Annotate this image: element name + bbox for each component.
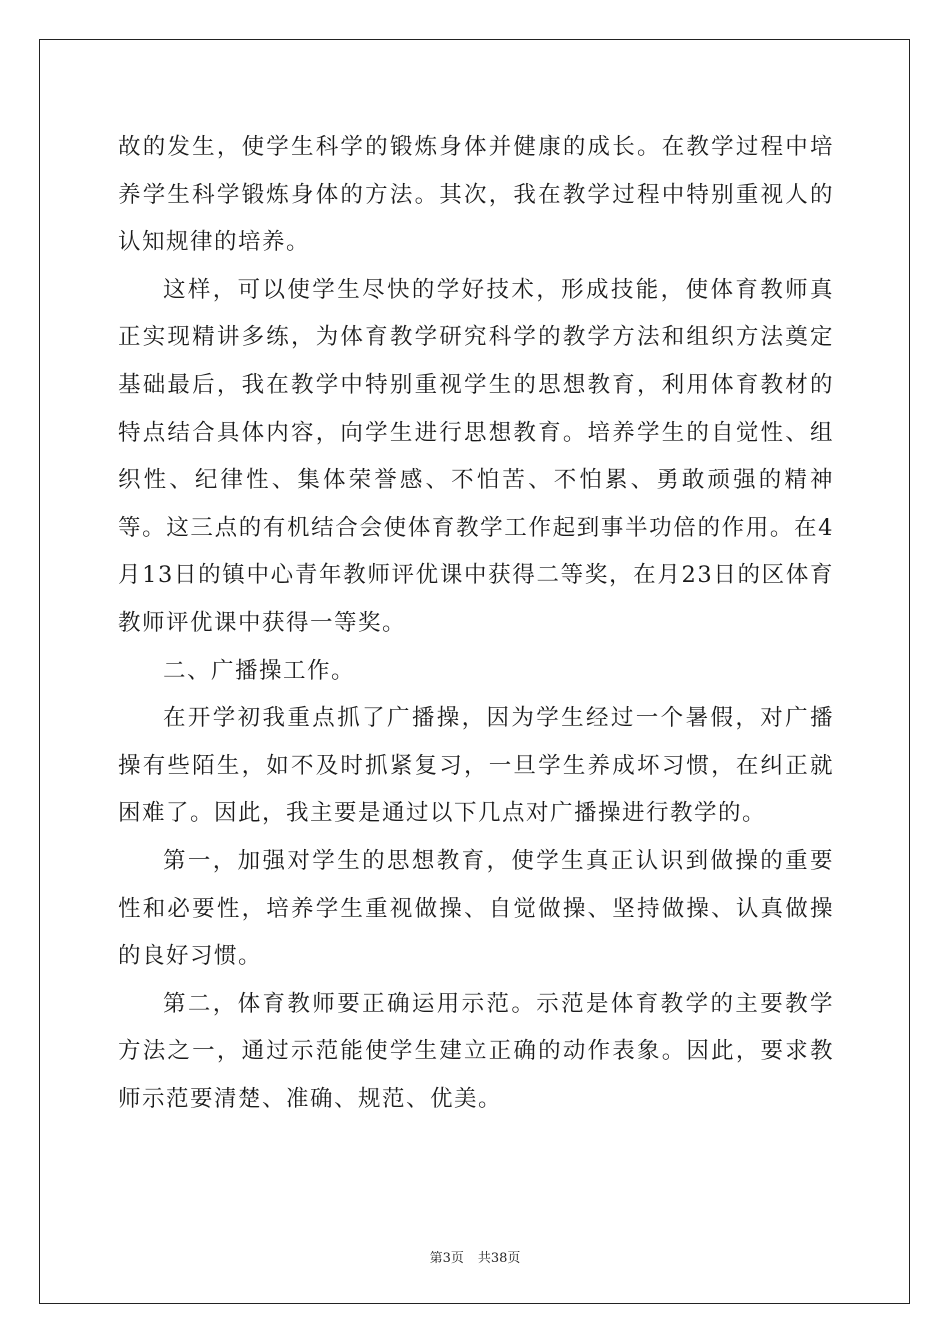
section-heading: 二、广播操工作。 [163, 657, 356, 684]
total-pages: 共38页 [477, 1251, 521, 1266]
paragraph: 第二，体育教师要正确运用示范。示范是体育教学的主要教学方法之一，通过示范能使学生建立正确的动作表象。因此，要求教师示范要清楚、准确、规范、优美。 [118, 990, 834, 1112]
page-number: 第3页 [429, 1251, 464, 1266]
document-body [118, 124, 834, 1123]
paragraph: 这样，可以使学生尽快的学好技术，形成技能，使体育教师真正实现精讲多练，为体育教学研究科学的教学方法和组织方法奠定基础最后，我在教学中特别重视学生的思想教育，利用体育教材的特点结合具体内容，向学生进行思想教育。培养学生的自觉性、组织性、纪律性、集体荣誉感、不怕苦、不怕累、勇敢顽强的精神等。这三点的有机结合会使体育教学工作起到事半功倍的作用。在4月13日的镇中心青年教师评优课中获得二等奖，在月23日的区体育教师评优课中获得一等奖。 [118, 276, 834, 636]
paragraph: 在开学初我重点抓了广播操，因为学生经过一个暑假，对广播操有些陌生，如不及时抓紧复习，一旦学生养成坏习惯，在纠正就困难了。因此，我主要是通过以下几点对广播操进行教学的。 [118, 705, 834, 827]
paragraph: 第一，加强对学生的思想教育，使学生真正认识到做操的重要性和必要性，培养学生重视做操、自觉做操、坚持做操、认真做操的良好习惯。 [118, 847, 834, 970]
paragraph: 故的发生，使学生科学的锻炼身体并健康的成长。在教学过程中培养学生科学锻炼身体的方法。其次，我在教学过程中特别重视人的认知规律的培养。 [118, 134, 834, 256]
page-footer [0, 1247, 950, 1266]
